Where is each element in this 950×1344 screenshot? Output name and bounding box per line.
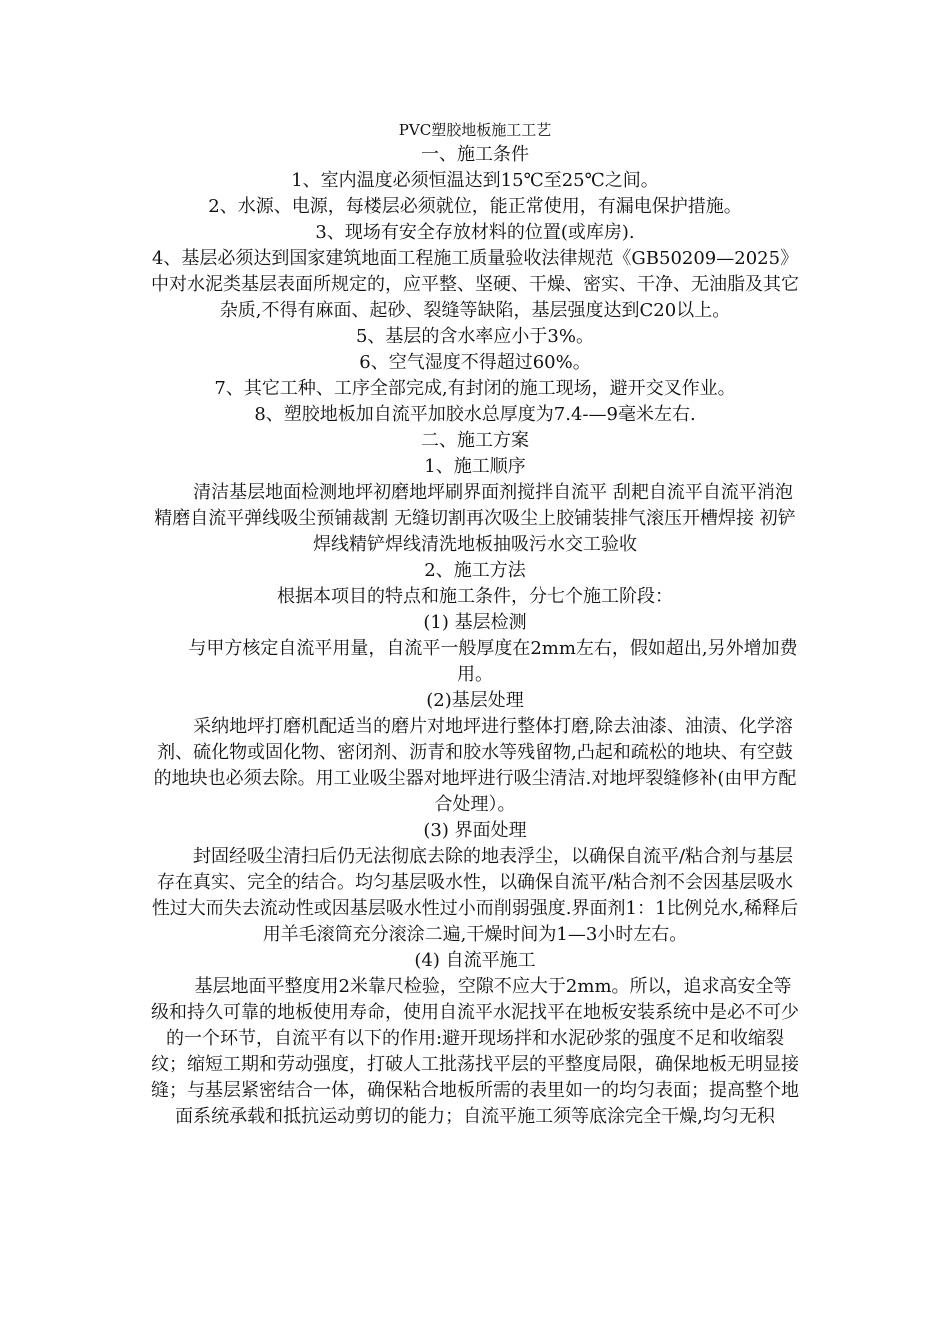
condition-item: 5、基层的含水率应小于3%。 [355, 326, 594, 347]
subheading-sequence: 1、施工顺序 [424, 456, 526, 477]
condition-item: 8、塑胶地板加自流平加胶水总厚度为7.4-—9毫米左右. [254, 404, 696, 425]
stage-heading: (2)基层处理 [426, 690, 524, 711]
document-title: PVC塑胶地板施工工艺 [398, 121, 552, 139]
section-heading-conditions: 一、施工条件 [421, 144, 529, 165]
section-heading-plan: 二、施工方案 [421, 430, 529, 451]
stage-heading: (4) 自流平施工 [414, 950, 536, 971]
document-page [150, 120, 800, 1130]
condition-item: 6、空气湿度不得超过60%。 [359, 352, 591, 373]
stage-paragraph: 基层地面平整度用2米靠尺检验，空隙不应大于2mm。所以，追求高安全等级和持久可靠的地板使用寿命，使用自流平水泥找平在地板安装系统中是必不可少的一个环节，自流平有以下的作用:避开现场拌和水泥砂浆的强度不足和收缩裂纹；缩短工期和劳动强度，打破人工批荡找平层的平整度局限，确保地板无明显接缝；与基层紧密结合一体，确保粘合地板所需的表里如一的均匀表面；提高整个地面系统承载和抵抗运动剪切的能力；自流平施工须等底涂完全干燥,均匀无积 [151, 976, 799, 1127]
stage-paragraph: 采纳地坪打磨机配适当的磨片对地坪进行整体打磨,除去油漆、油渍、化学溶剂、硫化物或固化物、密闭剂、沥青和胶水等残留物,凸起和疏松的地块、有空鼓的地块也必须去除。用工业吸尘器对地坪进行吸尘清洁.对地坪裂缝修补(由甲方配合处理）。 [153, 716, 797, 815]
stage-heading: (1) 基层检测 [423, 612, 527, 633]
sequence-paragraph: 清洁基层地面检测地坪初磨地坪刷界面剂搅拌自流平 刮耙自流平自流平消泡精磨自流平弹线吸尘预铺裁割 无缝切割再次吸尘上胶铺装排气滚压开槽焊接 初铲焊线精铲焊线清洗地板抽吸污水交工验收 [154, 482, 796, 555]
stage-paragraph: 与甲方核定自流平用量，自流平一般厚度在2mm左右，假如超出,另外增加费用。 [188, 638, 798, 685]
condition-item: 1、室内温度必须恒温达到15℃至25℃之间。 [291, 170, 659, 191]
stage-paragraph: 封固经吸尘清扫后仍无法彻底去除的地表浮尘，以确保自流平/粘合剂与基层存在真实、完全的结合。均匀基层吸水性，以确保自流平/粘合剂不会因基层吸水性过大而失去流动性或因基层吸水性过小而削弱强度.界面剂1：1比例兑水,稀释后用羊毛滚筒充分滚涂二遍,干燥时间为1—3小时左右。 [151, 846, 799, 945]
condition-item: 3、现场有安全存放材料的位置(或库房). [315, 222, 635, 243]
stage-heading: (3) 界面处理 [423, 820, 527, 841]
condition-item: 2、水源、电源，每楼层必须就位，能正常使用，有漏电保护措施。 [208, 196, 742, 217]
methods-intro: 根据本项目的特点和施工条件，分七个施工阶段： [277, 586, 673, 607]
subheading-methods: 2、施工方法 [424, 560, 526, 581]
condition-item: 7、其它工种、工序全部完成,有封闭的施工现场，避开交叉作业。 [214, 378, 736, 399]
condition-item: 4、基层必须达到国家建筑地面工程施工质量验收法律规范《GB50209—2025》中对水泥类基层表面所规定的，应平整、坚硬、干燥、密实、干净、无油脂及其它杂质,不得有麻面、起砂、裂缝等缺陷，基层强度达到C20以上。 [151, 248, 799, 321]
